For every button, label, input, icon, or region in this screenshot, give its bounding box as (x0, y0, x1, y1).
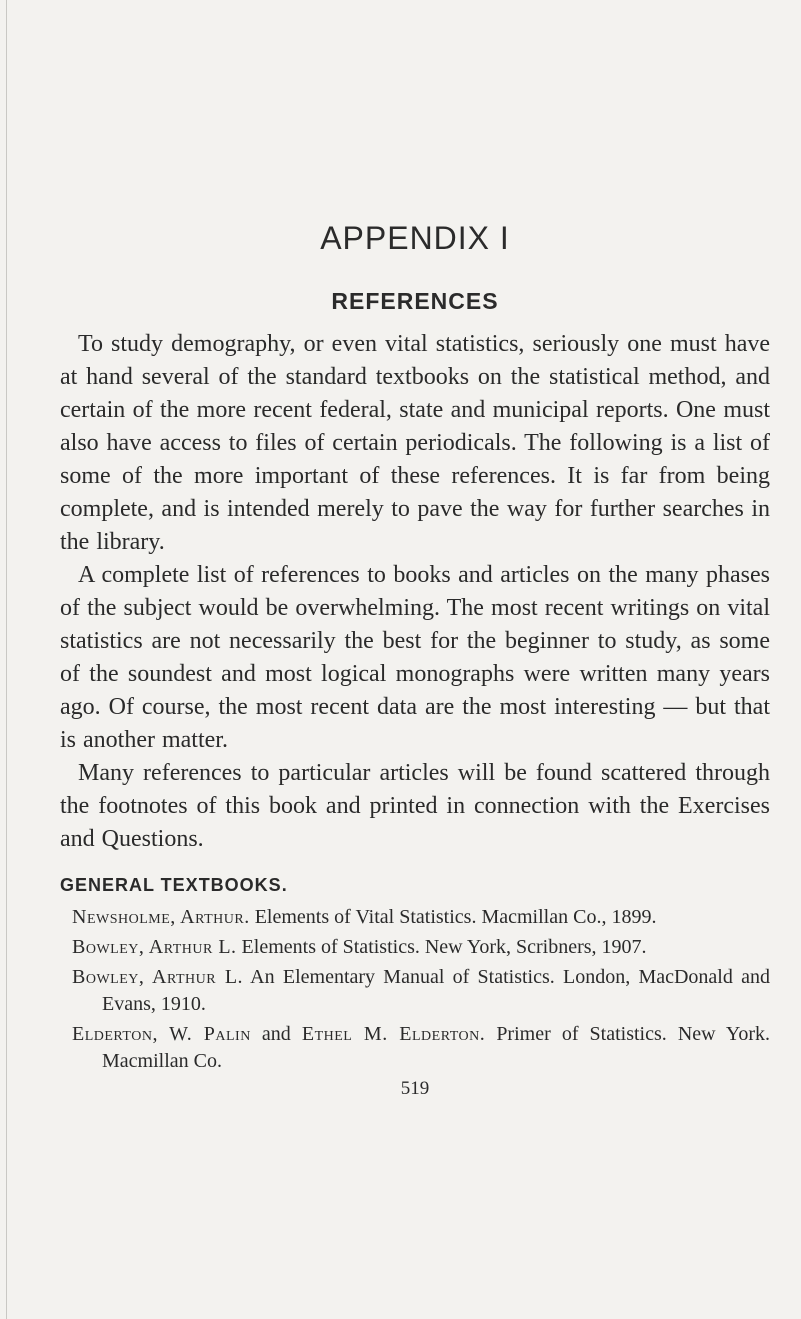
section-title: REFERENCES (331, 288, 499, 314)
reference-text: Elements of Vital Statistics. Macmillan Co., 1899. (254, 906, 657, 928)
appendix-title: APPENDIX I (320, 220, 510, 256)
page-number: 519 (400, 1078, 430, 1099)
reference-entry (72, 934, 770, 961)
references-paragraph: A complete list of references to books and articles on the many phases of the subject would be overwhelming. The most recent writings on vital statistics are not necessarily the best for the beginner to study, as some of the soundest and most logical monographs were written many years ago. Of course, the most recent data are the most interesting — but that is another matter. (60, 562, 770, 753)
page-edge-line (6, 0, 7, 1319)
reference-text: An Elementary Manual of Statistics. London, MacDonald and Evans, 1910. (102, 966, 770, 1015)
reference-text: Elements of Statistics. New York, Scribners, 1907. (241, 936, 647, 958)
reference-author: Bowley, Arthur L. (72, 936, 237, 958)
footnotes-paragraph: Many references to particular articles will be found scattered through the footnotes of this book and printed in connection with the Exercises and Questions. (60, 760, 770, 852)
reference-conjunction: and (261, 1023, 291, 1045)
reference-author: Newsholme, Arthur. (72, 906, 250, 928)
reference-entry (72, 1021, 770, 1075)
reference-author-2: Ethel M. Elderton. (301, 1023, 486, 1045)
reference-entry (72, 964, 770, 1018)
intro-paragraph: To study demography, or even vital statistics, seriously one must have at hand several of the standard textbooks on the statistical method, and certain of the more recent federal, state and municipal reports. One must also have access to files of certain periodicals. The following is a list of some of the more important of these references. It is far from being complete, and is intended merely to pave the way for further searches in the library. (60, 331, 770, 555)
book-page (60, 218, 770, 1100)
general-textbooks-heading: GENERAL TEXTBOOKS. (60, 875, 288, 895)
reference-entry (72, 904, 770, 931)
reference-author: Bowley, Arthur L. (72, 966, 244, 988)
reference-text: Primer of Statistics. New York. Macmillan Co. (102, 1023, 771, 1072)
reference-author: Elderton, W. Palin (72, 1023, 251, 1045)
